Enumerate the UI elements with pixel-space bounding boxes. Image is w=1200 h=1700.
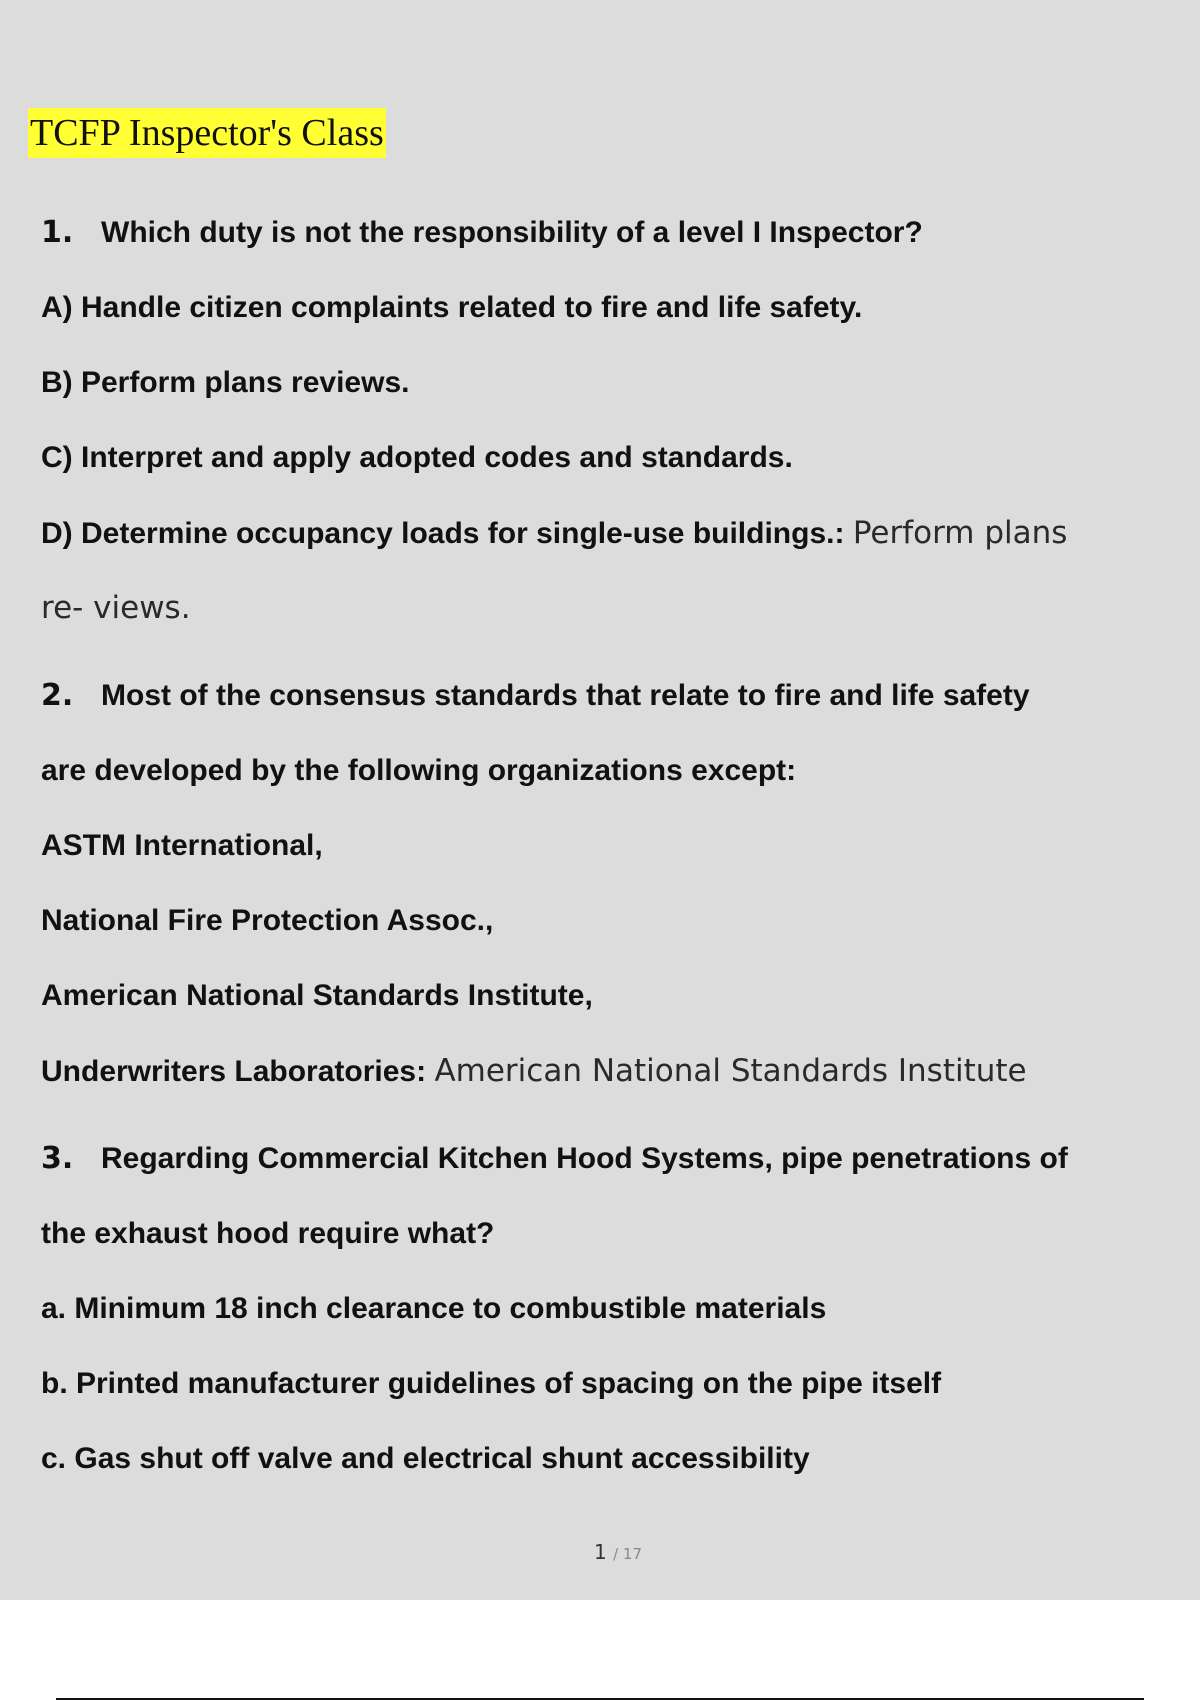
question-2-number: 2. bbox=[41, 678, 74, 713]
question-2-option-2: National Fire Protection Assoc., bbox=[41, 904, 494, 937]
question-1-option-b: B) Perform plans reviews. bbox=[41, 366, 410, 399]
question-1-option-d bbox=[41, 513, 1067, 554]
question-2-answer: American National Standards Institute bbox=[434, 1053, 1027, 1089]
question-1-answer: Perform plans bbox=[852, 515, 1068, 551]
document-title: TCFP Inspector's Class bbox=[28, 108, 386, 158]
page-number-current: 1 bbox=[593, 1540, 607, 1564]
question-1-answer-cont: re- views. bbox=[41, 590, 191, 626]
question-3-number: 3. bbox=[41, 1141, 74, 1176]
question-2-text: Most of the consensus standards that relate to fire and life safety bbox=[101, 679, 1030, 712]
question-1-answer-continued bbox=[41, 588, 191, 629]
question-2-option-1: ASTM International, bbox=[41, 829, 323, 862]
question-3-option-a: a. Minimum 18 inch clearance to combustible materials bbox=[41, 1292, 827, 1325]
question-2-text-line-2: are developed by the following organizations except: bbox=[41, 754, 797, 787]
question-3-option-c: c. Gas shut off valve and electrical shunt accessibility bbox=[41, 1442, 810, 1475]
question-3-text: Regarding Commercial Kitchen Hood Systems, pipe penetrations of bbox=[101, 1142, 1068, 1175]
question-1-option-d-text: D) Determine occupancy loads for single-use buildings.: bbox=[41, 517, 845, 550]
question-1-number: 1. bbox=[41, 215, 74, 250]
question-1-option-a: A) Handle citizen complaints related to fire and life safety. bbox=[41, 291, 863, 324]
question-2-option-4 bbox=[41, 1051, 1027, 1092]
question-3-text-line-2: the exhaust hood require what? bbox=[41, 1217, 495, 1250]
question-1-text: Which duty is not the responsibility of a level I Inspector? bbox=[101, 216, 923, 249]
question-3-option-b: b. Printed manufacturer guidelines of spacing on the pipe itself bbox=[41, 1367, 942, 1400]
question-1-option-c: C) Interpret and apply adopted codes and standards. bbox=[41, 441, 793, 474]
page-number bbox=[0, 1540, 1200, 1564]
question-2-option-4-text: Underwriters Laboratories: bbox=[41, 1055, 427, 1088]
question-3 bbox=[41, 1139, 1068, 1179]
question-2-option-3: American National Standards Institute, bbox=[41, 979, 593, 1012]
question-2 bbox=[41, 676, 1030, 716]
page-number-total: / 17 bbox=[613, 1545, 642, 1563]
question-1 bbox=[41, 213, 923, 253]
